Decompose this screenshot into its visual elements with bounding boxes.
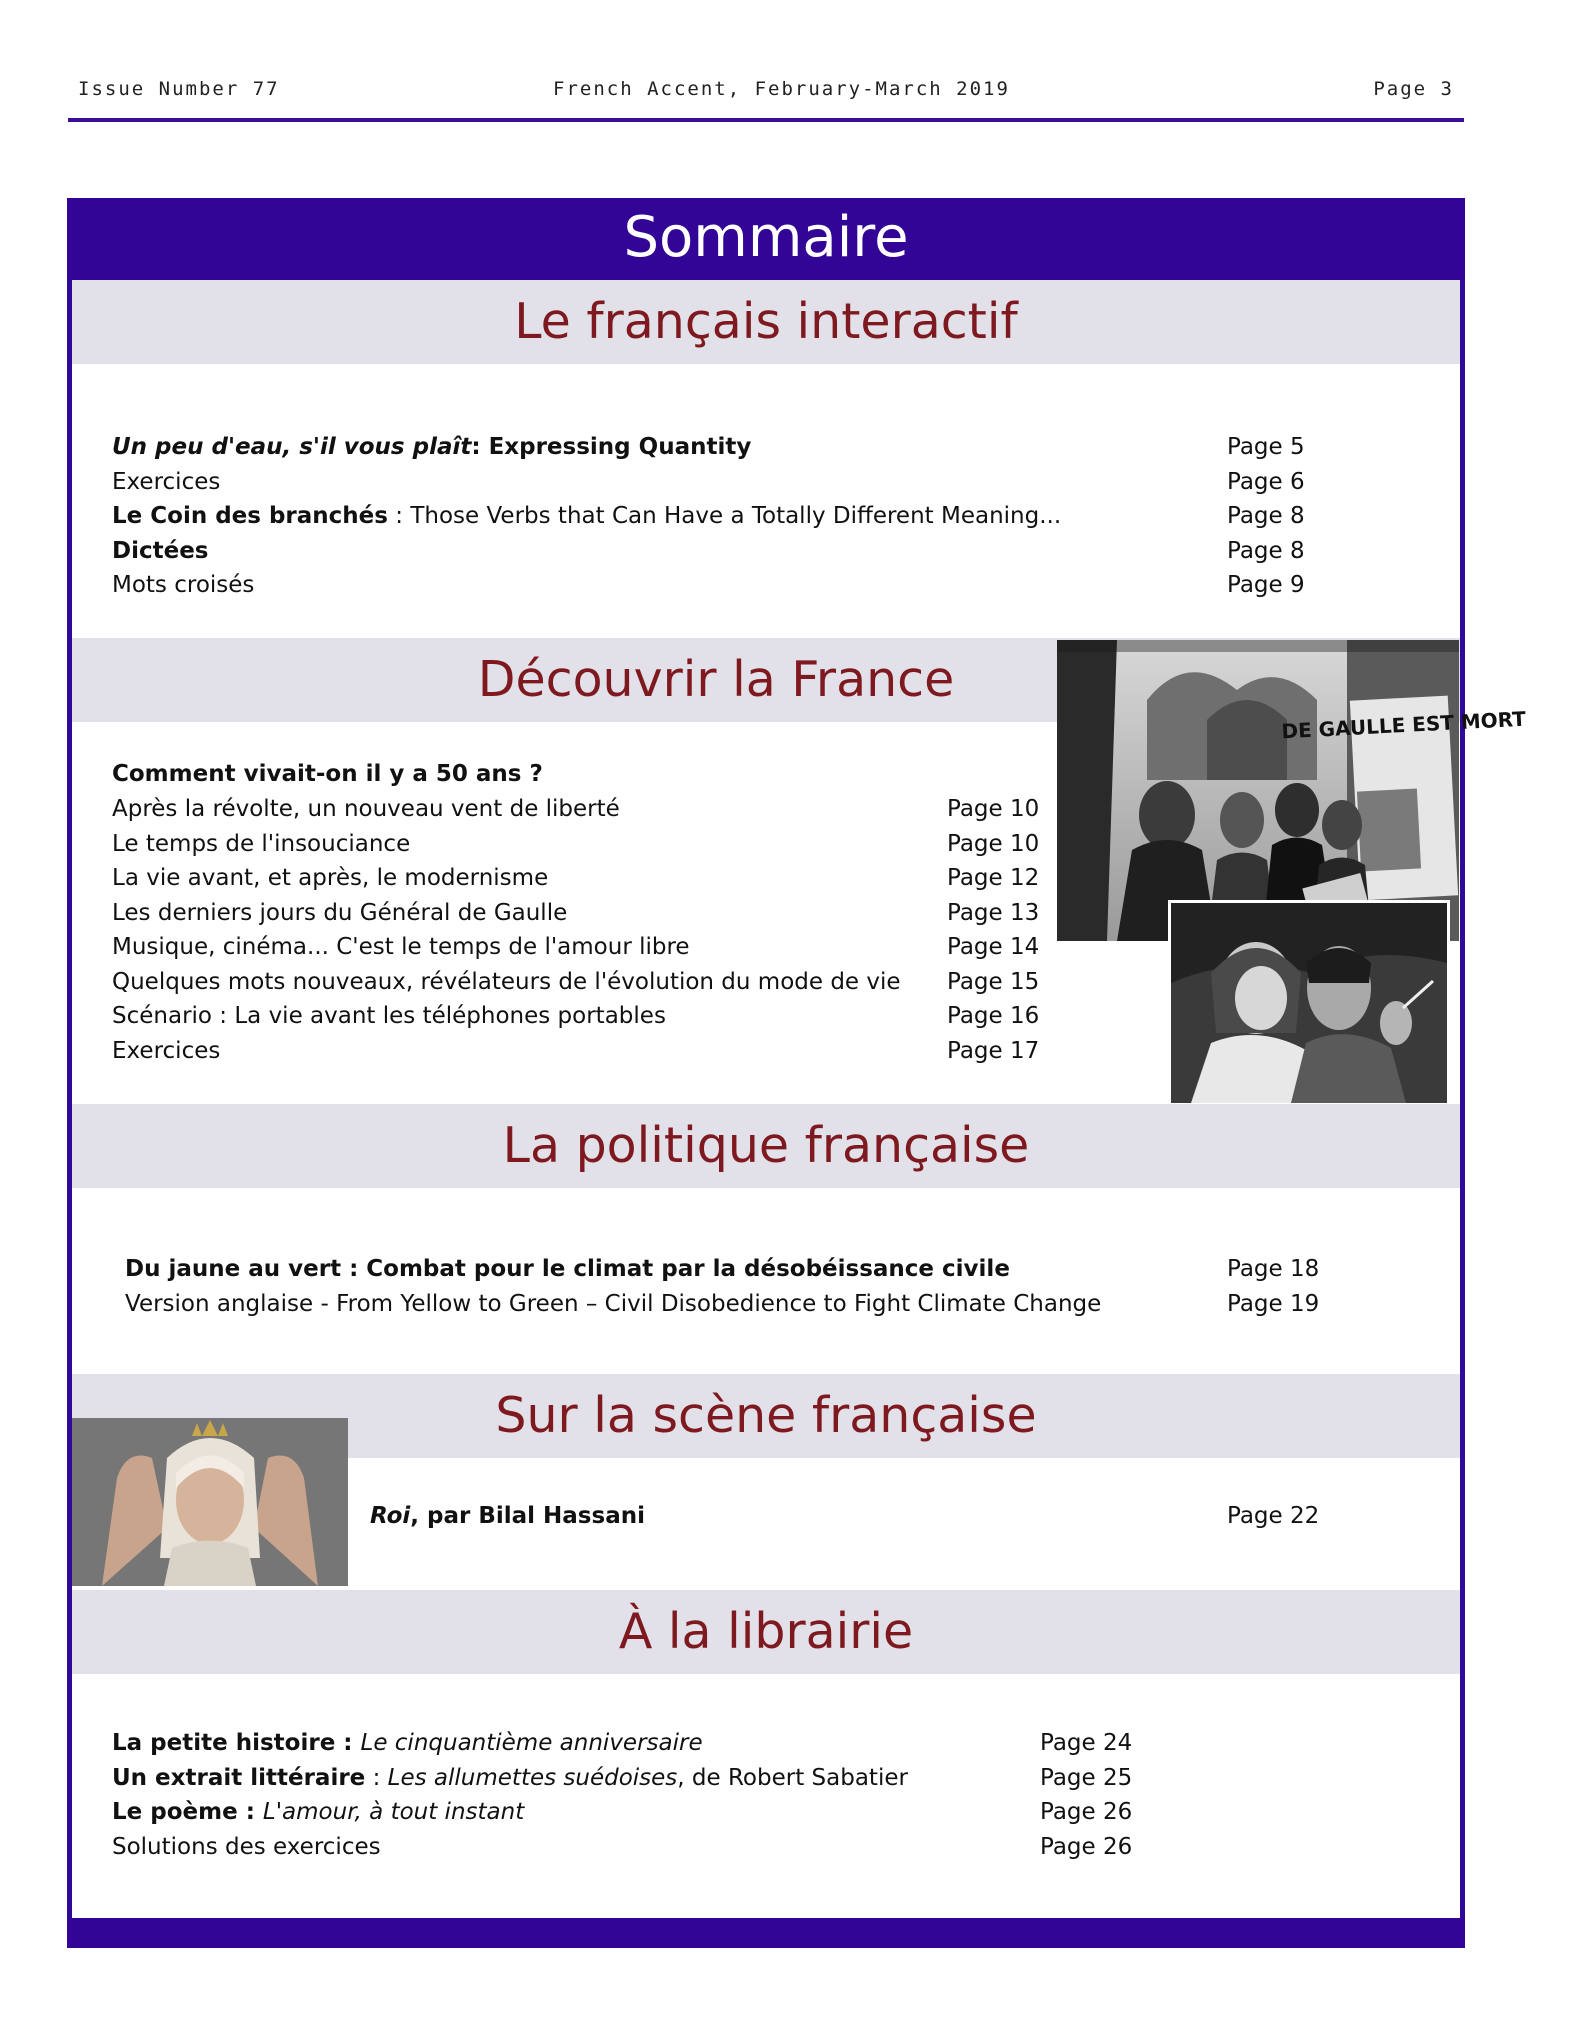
list-item[interactable]: Exercices [112, 469, 221, 495]
section-title: Sur la scène française [495, 1387, 1037, 1444]
issue-number: Issue Number 77 [78, 78, 280, 100]
item-page: Page 8 [1227, 503, 1305, 529]
item-subtitle: : Expressing Quantity [471, 434, 752, 460]
section-band-politique-francaise [72, 1104, 1460, 1188]
section-band-francais-interactif [72, 280, 1460, 364]
list-item[interactable]: Musique, cinéma... C'est le temps de l'amour libre [112, 934, 690, 960]
item-page: Page 17 [947, 1038, 1040, 1064]
bottom-bar [67, 1918, 1465, 1948]
item-page: Page 16 [947, 1003, 1040, 1029]
publication-title: French Accent, February-March 2019 [553, 78, 1010, 100]
item-page: Page 22 [1227, 1503, 1320, 1529]
contents-title: Sommaire [623, 205, 909, 270]
item-page: Page 24 [1040, 1730, 1133, 1756]
item-page: Page 5 [1227, 434, 1305, 460]
item-page: Page 10 [947, 796, 1040, 822]
singer-photo-illustration [72, 1418, 348, 1586]
item-author: , de Robert Sabatier [677, 1765, 908, 1791]
page-number: Page 3 [1373, 78, 1454, 100]
item-page: Page 25 [1040, 1765, 1133, 1791]
item-page: Page 10 [947, 831, 1040, 857]
list-item[interactable] [370, 1499, 645, 1533]
item-separator: : [365, 1765, 388, 1791]
item-page: Page 18 [1227, 1256, 1320, 1282]
item-page: Page 26 [1040, 1799, 1133, 1825]
section-title: Le français interactif [514, 293, 1018, 350]
section-title: À la librairie [618, 1603, 914, 1660]
list-item[interactable]: Du jaune au vert : Combat pour le climat par la désobéissance civile [125, 1256, 1010, 1282]
list-item[interactable]: Quelques mots nouveaux, révélateurs de l'évolution du mode de vie [112, 969, 901, 995]
title-bar [67, 198, 1465, 280]
item-page: Page 6 [1227, 469, 1305, 495]
item-page: Page 14 [947, 934, 1040, 960]
item-subtitle: L'amour, à tout instant [262, 1799, 525, 1825]
item-page: Page 15 [947, 969, 1040, 995]
list-item[interactable]: Les derniers jours du Général de Gaulle [112, 900, 568, 926]
item-title: Le poème : [112, 1799, 263, 1825]
item-page: Page 8 [1227, 538, 1305, 564]
item-subtitle: , par Bilal Hassani [410, 1503, 645, 1529]
item-page: Page 26 [1040, 1834, 1133, 1860]
header-rule [68, 118, 1464, 122]
list-item[interactable]: Dictées [112, 538, 209, 564]
section-title: La politique française [502, 1117, 1030, 1174]
list-item[interactable]: Version anglaise - From Yellow to Green – Civil Disobedience to Fight Climate Change [125, 1291, 1102, 1317]
item-title: Un extrait littéraire [112, 1765, 366, 1791]
page-header [68, 78, 1464, 104]
photo-newspaper-kiosk [1057, 640, 1527, 941]
item-title: La petite histoire : [112, 1730, 361, 1756]
item-page: Page 19 [1227, 1291, 1320, 1317]
newspaper-headline: DE GAULLE EST MORT [1280, 706, 1527, 744]
section-subheading: Comment vivait-on il y a 50 ans ? [112, 761, 543, 787]
item-subtitle: Les allumettes suédoises [387, 1765, 678, 1791]
item-page: Page 13 [947, 900, 1040, 926]
item-subtitle: Le cinquantième anniversaire [360, 1730, 703, 1756]
list-item[interactable] [112, 1761, 908, 1795]
list-item[interactable]: Après la révolte, un nouveau vent de liberté [112, 796, 620, 822]
list-item[interactable]: Solutions des exercices [112, 1834, 381, 1860]
item-title: Le Coin des branchés [112, 503, 388, 529]
photo-bilal-hassani [72, 1418, 348, 1586]
item-title: Un peu d'eau, s'il vous plaît [112, 434, 472, 460]
list-item[interactable]: La vie avant, et après, le modernisme [112, 865, 549, 891]
item-title: Roi [370, 1503, 411, 1529]
list-item[interactable] [112, 1726, 703, 1760]
item-page: Page 9 [1227, 572, 1305, 598]
section-title: Découvrir la France [477, 651, 955, 708]
list-item[interactable] [112, 499, 1061, 533]
item-subtitle: : Those Verbs that Can Have a Totally Different Meaning... [387, 503, 1062, 529]
item-page: Page 12 [947, 865, 1040, 891]
photo-couple [1168, 900, 1450, 1106]
list-item[interactable]: Scénario : La vie avant les téléphones portables [112, 1003, 666, 1029]
section-band-librairie [72, 1590, 1460, 1674]
list-item[interactable]: Exercices [112, 1038, 221, 1064]
couple-photo-illustration [1171, 903, 1447, 1103]
list-item[interactable]: Le temps de l'insouciance [112, 831, 411, 857]
newspaper-photo-illustration [1057, 640, 1527, 941]
list-item[interactable] [112, 1795, 524, 1829]
list-item[interactable] [112, 430, 751, 464]
list-item[interactable]: Mots croisés [112, 572, 255, 598]
